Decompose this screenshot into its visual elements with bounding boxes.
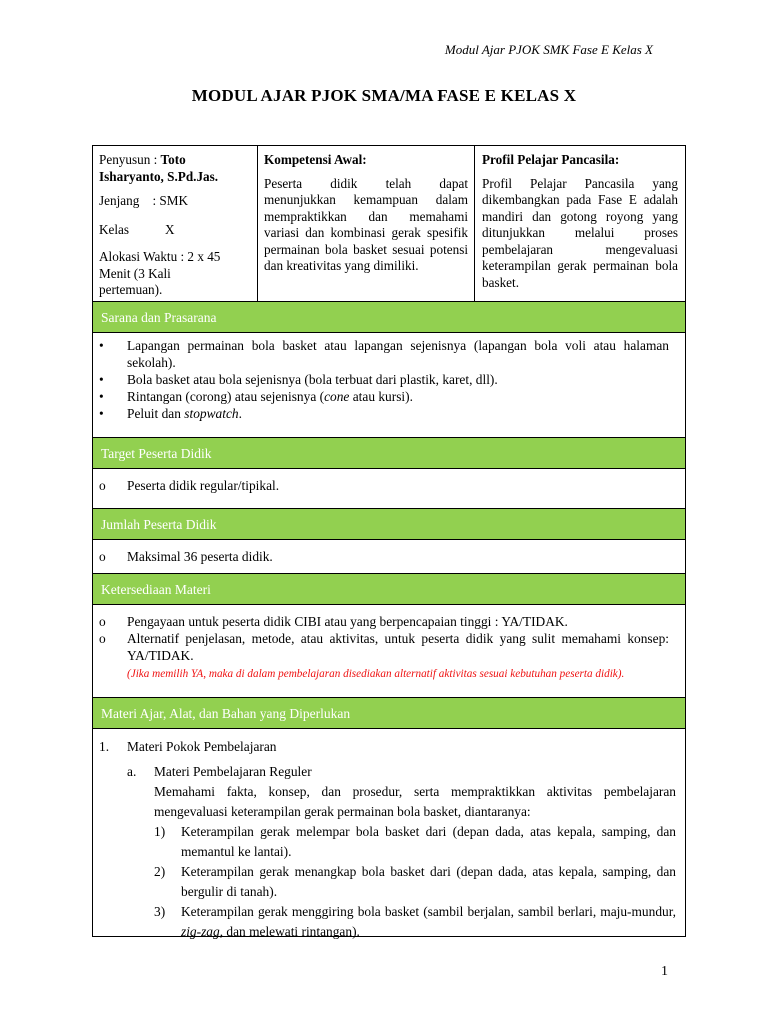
module-table: [92, 145, 686, 937]
pancasila-profile-heading: Profil Pelajar Pancasila:: [482, 152, 620, 167]
teaching-materials-section-header: Materi Ajar, Alat, dan Bahan yang Diperlukan: [93, 697, 685, 729]
initial-competence-text: Peserta didik telah dapat menunjukkan kemampuan dalam mempraktikkan dan memahami variasi dan kombinasi gerak spesifik permainan bola basket sesuai potensi dan kreativitas yang dimiliki.: [264, 175, 468, 273]
list-item: o Pengayaan untuk peserta didik CIBI atau yang berpencapaian tinggi : YA/TIDAK.: [99, 614, 568, 629]
material-availability-section-header: Ketersediaan Materi: [93, 573, 685, 605]
time-allocation: Alokasi Waktu : 2 x 45: [99, 249, 221, 264]
list-item: 1) Keterampilan gerak melempar bola basket dari (depan dada, atas kepala, samping, dan memantul ke lantai).: [154, 824, 676, 859]
list-item: • Lapangan permainan bola basket atau lapangan sejenisnya (lapangan bola voli atau halaman sekolah).: [99, 338, 669, 370]
list-item: o Alternatif penjelasan, metode, atau aktivitas, untuk peserta didik yang sulit memahami konsep: YA/TIDAK.: [99, 631, 669, 663]
target-list: [93, 477, 685, 494]
list-item: • Peluit dan stopwatch.: [99, 406, 242, 421]
list-item: • Rintangan (corong) atau sejenisnya (cone atau kursi).: [99, 389, 413, 404]
facilities-section-header: Sarana dan Prasarana: [93, 301, 685, 333]
identity-cell: [93, 146, 258, 301]
main-material-label: Materi Pokok Pembelajaran: [127, 739, 277, 754]
pancasila-profile-text: Profil Pelajar Pancasila yang dikembangkan pada Fase E adalah mandiri dan gotong royong yang ditunjukkan melalui proses pembelajaran mengevaluasi keterampilan gerak permainan bola basket.: [482, 175, 678, 290]
teaching-materials-content: [93, 737, 685, 942]
list-item: o Peserta didik regular/tipikal.: [99, 478, 280, 493]
running-header: Modul Ajar PJOK SMK Fase E Kelas X: [444, 42, 653, 57]
time-allocation-line3: pertemuan).: [99, 282, 163, 297]
level-info: Jenjang : SMK: [99, 193, 189, 208]
class-info: Kelas X: [99, 221, 175, 237]
student-count-section-header: Jumlah Peserta Didik: [93, 508, 685, 540]
item-number: 1.: [99, 739, 110, 754]
material-availability-list: [93, 613, 685, 682]
initial-competence-heading: Kompetensi Awal:: [264, 152, 367, 167]
facilities-list: [93, 337, 685, 422]
list-item: o Maksimal 36 peserta didik.: [99, 549, 273, 564]
list-item: 2) Keterampilan gerak menangkap bola basket dari (depan dada, atas kepala, samping, dan bergulir di tanah).: [154, 864, 676, 899]
sub-item-letter: a.: [127, 764, 137, 779]
list-item: 3) Keterampilan gerak menggiring bola basket (sambil berjalan, sambil berlari, maju-mundur, zig-zag, dan melewati rintangan).: [154, 904, 676, 939]
identity-row: [93, 146, 685, 301]
time-allocation-line2: Menit (3 Kali: [99, 265, 171, 281]
pancasila-profile-cell: [475, 146, 685, 301]
author-name: Toto: [160, 152, 186, 167]
author-label: Penyusun :: [99, 152, 161, 167]
document-title: MODUL AJAR PJOK SMA/MA FASE E KELAS X: [191, 86, 577, 105]
student-count-list: [93, 548, 685, 565]
initial-competence-cell: [258, 146, 475, 301]
page-number: 1: [661, 964, 668, 979]
material-intro: Memahami fakta, konsep, dan prosedur, serta mempraktikkan aktivitas pembelajaran mengevaluasi keterampilan gerak permainan bola basket, diantaranya:: [154, 784, 676, 819]
regular-material-label: Materi Pembelajaran Reguler: [154, 764, 312, 779]
target-section-header: Target Peserta Didik: [93, 437, 685, 469]
author-name-continued: Isharyanto, S.Pd.Jas.: [99, 168, 219, 184]
note: (Jika memilih YA, maka di dalam pembelajaran disediakan alternatif aktivitas sesuai kebutuhan peserta didik).: [127, 668, 625, 680]
list-item: • Bola basket atau bola sejenisnya (bola terbuat dari plastik, karet, dll).: [99, 372, 498, 387]
